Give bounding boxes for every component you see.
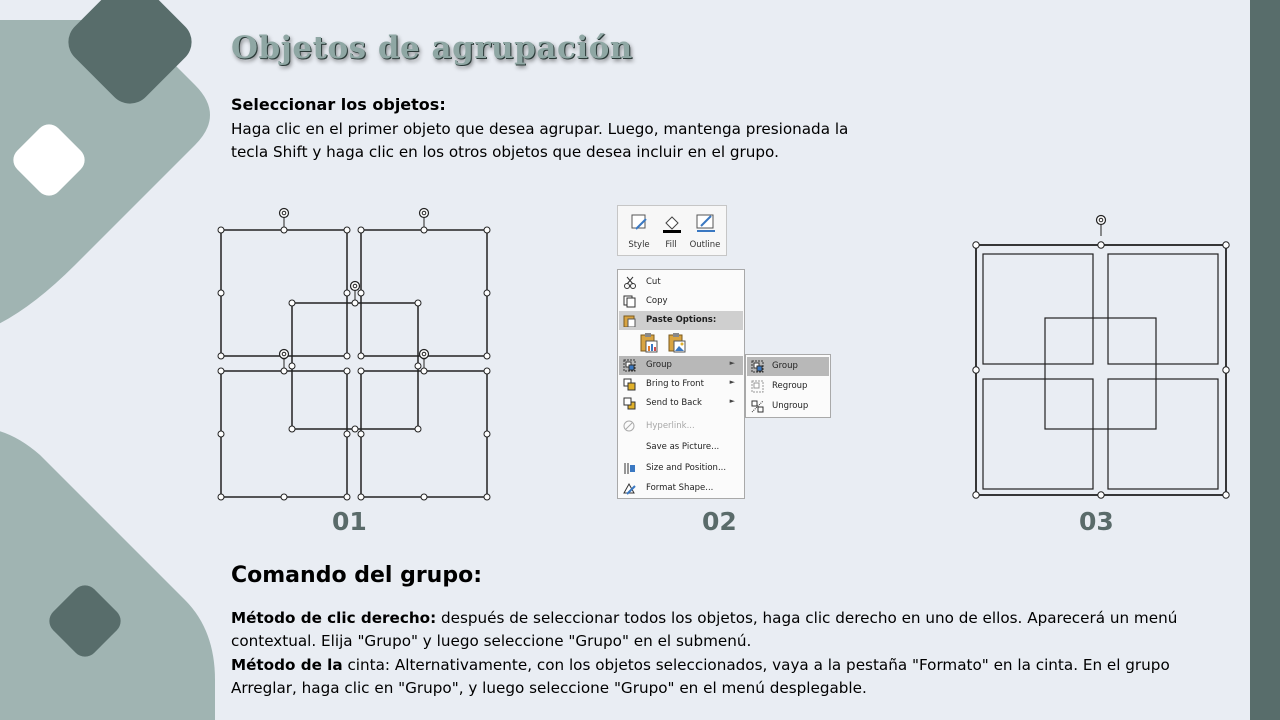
selection-handle [289, 426, 295, 432]
submenu-item-ungroup[interactable] [747, 397, 829, 416]
submenu-item-regroup[interactable] [747, 377, 829, 396]
send-back-icon [623, 397, 636, 410]
ribbon-text: cinta: Alternativamente, con los objetos seleccionados, vaya a la pestaña "Formato" en la cinta. En el grupo Arreglar, haga clic en "Grupo", y luego seleccione "Grupo" en el menú desplegable. [231, 656, 1170, 697]
menu-item-cut[interactable] [619, 273, 743, 292]
selection-handle [358, 353, 364, 359]
outline-label: Outline [689, 240, 721, 250]
menu-item-save-as-picture[interactable] [619, 438, 743, 457]
selection-handle [281, 227, 287, 233]
group-icon [623, 359, 636, 372]
selection-handle [218, 227, 224, 233]
selected-shape [361, 230, 487, 356]
selection-handle [415, 426, 421, 432]
regroup-icon [751, 380, 764, 393]
rotate-handle-icon [420, 350, 429, 359]
group-bounding-box [976, 245, 1226, 495]
ungroup-icon [751, 400, 764, 413]
menu-item-label: Hyperlink... [646, 421, 695, 431]
style-label: Style [628, 240, 650, 250]
selection-handle [1223, 242, 1229, 248]
copy-icon [623, 295, 636, 308]
right-accent-bar [1250, 0, 1280, 720]
selection-handle [484, 494, 490, 500]
pen-outline-icon [696, 213, 716, 233]
selected-shape [221, 230, 347, 356]
selection-handle [344, 431, 350, 437]
menu-item-group[interactable] [619, 356, 743, 375]
menu-item-label: Save as Picture... [646, 442, 720, 452]
group-submenu [745, 354, 831, 418]
ribbon-paragraph [231, 654, 1231, 700]
selection-handle [218, 494, 224, 500]
selection-handle [358, 227, 364, 233]
selection-handle [484, 431, 490, 437]
menu-item-label: Group [646, 360, 672, 370]
right-click-label: Método de clic derecho: [231, 609, 437, 627]
selection-handle [421, 227, 427, 233]
diagram-selected-shapes [210, 200, 500, 505]
selection-handle [1223, 367, 1229, 373]
selected-shape [361, 371, 487, 497]
submenu-item-group[interactable] [747, 357, 829, 376]
selection-handle [484, 353, 490, 359]
selection-handle [344, 368, 350, 374]
style-button[interactable] [622, 210, 656, 254]
context-menu [617, 269, 745, 499]
menu-item-label: Send to Back [646, 398, 702, 408]
selection-handle [421, 368, 427, 374]
step-number-02: 02 [702, 507, 737, 536]
size-position-icon [623, 462, 636, 475]
selection-handle [1098, 242, 1104, 248]
selection-handle [415, 363, 421, 369]
menu-item-label: Format Shape... [646, 483, 714, 493]
menu-item-paste-options [619, 311, 743, 330]
menu-item-label: Copy [646, 296, 668, 306]
selection-handle [281, 368, 287, 374]
submenu-arrow-icon: ► [729, 378, 735, 386]
rotate-handle-icon [1097, 216, 1106, 225]
selection-handle [218, 353, 224, 359]
step-number-03: 03 [1079, 507, 1114, 536]
selection-handle [358, 368, 364, 374]
menu-item-label: Bring to Front [646, 379, 704, 389]
scissors-icon [623, 276, 636, 289]
selection-handle [484, 290, 490, 296]
submenu-item-label: Group [772, 361, 798, 371]
selection-handle [358, 431, 364, 437]
menu-item-copy[interactable] [619, 292, 743, 311]
paste-icon [623, 314, 636, 327]
selection-handle [484, 227, 490, 233]
selection-handle [344, 353, 350, 359]
command-heading: Comando del grupo: [231, 563, 483, 588]
paste-picture-icon[interactable] [668, 333, 686, 353]
paste-keep-formatting-icon[interactable] [640, 333, 658, 353]
selection-handle [344, 290, 350, 296]
selection-handle [289, 300, 295, 306]
selection-handle [289, 363, 295, 369]
link-icon [623, 420, 636, 433]
selection-handle [352, 300, 358, 306]
group-icon [751, 360, 764, 373]
grouped-shape [1108, 254, 1218, 364]
step-number-01: 01 [332, 507, 367, 536]
fill-label: Fill [665, 240, 677, 250]
grouped-shape [1108, 379, 1218, 489]
menu-item-label: Paste Options: [646, 315, 717, 325]
rotate-handle-icon [280, 350, 289, 359]
selection-handle [1223, 492, 1229, 498]
rotate-handle-icon [351, 282, 360, 291]
selection-handle [344, 494, 350, 500]
diagram-grouped-shapes [965, 205, 1240, 505]
right-click-text: después de seleccionar todos los objetos, haga clic derecho en uno de ellos. Aparecerá un menú contextual. Elija "Grupo" y luego seleccione "Grupo" en el submenú. [231, 609, 1178, 650]
menu-item-label: Cut [646, 277, 661, 287]
submenu-arrow-icon: ► [729, 397, 735, 405]
format-shape-icon [623, 482, 636, 495]
fill-button[interactable] [654, 210, 688, 254]
background-decoration [0, 0, 240, 720]
menu-item-size-position[interactable] [619, 459, 743, 478]
grouped-shape [983, 379, 1093, 489]
paste-options-row [640, 332, 690, 354]
rotate-handle-icon [280, 209, 289, 218]
format-ribbon [617, 205, 727, 256]
selection-handle [218, 290, 224, 296]
ribbon-label: Método de la [231, 656, 343, 674]
selection-handle [1098, 492, 1104, 498]
menu-item-bring-to-front[interactable] [619, 375, 743, 394]
selection-handle [484, 368, 490, 374]
submenu-item-label: Regroup [772, 381, 808, 391]
selected-shape [221, 371, 347, 497]
rotate-handle-icon [420, 209, 429, 218]
selection-handle [218, 368, 224, 374]
paint-bucket-icon [662, 213, 682, 233]
selection-handle [973, 492, 979, 498]
selection-handle [415, 300, 421, 306]
selection-handle [358, 290, 364, 296]
selection-handle [973, 242, 979, 248]
selection-handle [421, 494, 427, 500]
selection-handle [218, 431, 224, 437]
shape-style-icon [630, 213, 650, 233]
menu-item-hyperlink[interactable] [619, 417, 743, 436]
select-body: Haga clic en el primer objeto que desea agrupar. Luego, mantenga presionada la tecla Shift y haga clic en los otros objetos que desea incluir en el grupo. [231, 120, 849, 161]
selection-handle [344, 227, 350, 233]
submenu-item-label: Ungroup [772, 401, 809, 411]
selected-shape [292, 303, 418, 429]
bring-front-icon [623, 378, 636, 391]
submenu-arrow-icon: ► [729, 359, 735, 367]
selection-handle [352, 426, 358, 432]
menu-item-format-shape[interactable] [619, 479, 743, 498]
menu-item-label: Size and Position... [646, 463, 727, 473]
slide-title: Objetos de agrupación [231, 30, 633, 66]
selection-handle [973, 367, 979, 373]
selection-handle [281, 494, 287, 500]
menu-item-send-to-back[interactable] [619, 394, 743, 413]
selection-handle [358, 494, 364, 500]
right-click-paragraph [231, 607, 1231, 653]
grouped-shape [983, 254, 1093, 364]
grouped-shape [1045, 318, 1156, 429]
select-heading: Seleccionar los objetos: [231, 95, 446, 114]
outline-button[interactable] [688, 210, 722, 254]
